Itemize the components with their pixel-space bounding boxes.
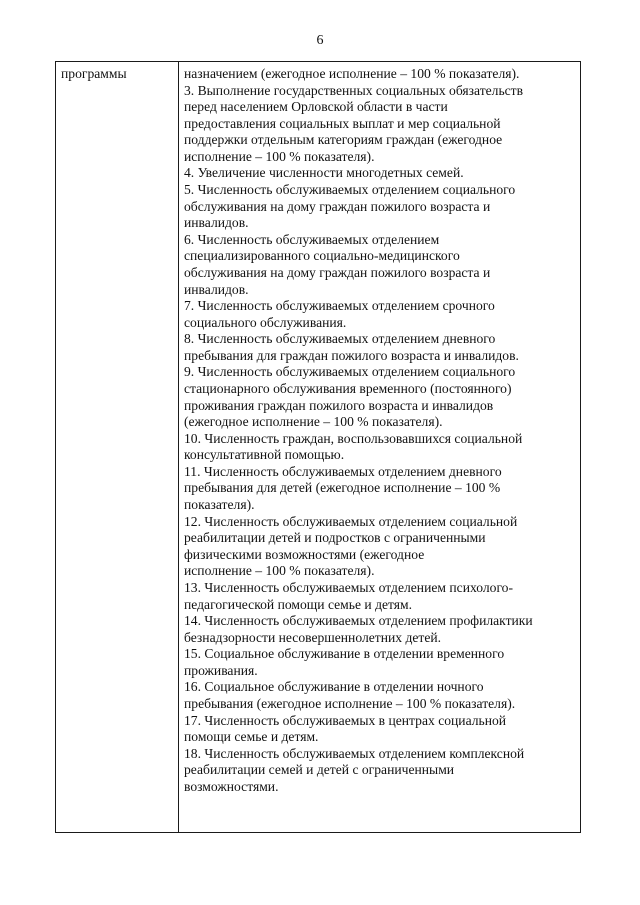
- text-line: 18. Численность обслуживаемых отделением комплексной: [184, 745, 525, 761]
- text-line: социального обслуживания.: [184, 314, 347, 330]
- text-line: безнадзорности несовершеннолетних детей.: [184, 629, 442, 645]
- text-line: проживания граждан пожилого возраста и инвалидов: [184, 397, 494, 413]
- right-cell-text: [184, 66, 576, 795]
- text-line: обслуживания на дому граждан пожилого возраста и: [184, 264, 491, 280]
- text-line: 13. Численность обслуживаемых отделением психолого-: [184, 579, 514, 595]
- text-line: 15. Социальное обслуживание в отделении временного: [184, 646, 505, 662]
- column-divider: [178, 62, 179, 832]
- text-line: проживания.: [184, 662, 258, 678]
- text-line: предоставления социальных выплат и мер социальной: [184, 115, 501, 131]
- text-line: педагогической помощи семье и детям.: [184, 596, 413, 612]
- text-line: показателя).: [184, 497, 255, 513]
- text-line: 14. Численность обслуживаемых отделением профилактики: [184, 613, 533, 629]
- text-line: инвалидов.: [184, 281, 249, 297]
- text-line: назначением (ежегодное исполнение – 100 % показателя).: [184, 66, 520, 81]
- text-line: перед населением Орловской области в части: [184, 99, 448, 115]
- text-line: 5. Численность обслуживаемых отделением социального: [184, 182, 516, 198]
- text-line: консультативной помощью.: [184, 447, 345, 463]
- text-line: пребывания для детей (ежегодное исполнение – 100 %: [184, 480, 501, 496]
- text-line: 10. Численность граждан, воспользовавшихся социальной: [184, 430, 523, 446]
- text-line: возможностями.: [184, 778, 279, 794]
- text-line: 8. Численность обслуживаемых отделением дневного: [184, 331, 496, 347]
- text-line: специализированного социально-медицинского: [184, 248, 460, 264]
- text-line: обслуживания на дому граждан пожилого возраста и: [184, 198, 491, 214]
- text-line: стационарного обслуживания временного (постоянного): [184, 380, 512, 396]
- text-line: помощи семье и детям.: [184, 729, 319, 745]
- text-line: 16. Социальное обслуживание в отделении ночного: [184, 679, 484, 695]
- left-cell-label: программы: [61, 66, 127, 81]
- text-line: пребывания (ежегодное исполнение – 100 % показателя).: [184, 695, 516, 711]
- text-line: пребывания для граждан пожилого возраста и инвалидов.: [184, 347, 519, 363]
- text-line: (ежегодное исполнение – 100 % показателя).: [184, 414, 443, 430]
- text-line: реабилитации семей и детей с ограниченными: [184, 762, 455, 778]
- program-table: [55, 61, 581, 833]
- text-line: 6. Численность обслуживаемых отделением: [184, 231, 440, 247]
- text-line: 4. Увеличение численности многодетных семей.: [184, 165, 464, 181]
- text-line: 12. Численность обслуживаемых отделением социальной: [184, 513, 518, 529]
- text-line: 11. Численность обслуживаемых отделением дневного: [184, 463, 502, 479]
- text-line: исполнение – 100 % показателя).: [184, 563, 375, 579]
- text-line: 9. Численность обслуживаемых отделением социального: [184, 364, 516, 380]
- text-line: исполнение – 100 % показателя).: [184, 148, 375, 164]
- text-line: 7. Численность обслуживаемых отделением срочного: [184, 298, 495, 314]
- text-line: реабилитации детей и подростков с ограниченными: [184, 530, 486, 546]
- text-line: поддержки отдельным категориям граждан (ежегодное: [184, 132, 503, 148]
- text-line: 17. Численность обслуживаемых в центрах социальной: [184, 712, 507, 728]
- page-number: 6: [316, 33, 324, 48]
- text-line: 3. Выполнение государственных социальных обязательств: [184, 82, 524, 98]
- text-line: инвалидов.: [184, 215, 249, 231]
- text-line: физическими возможностями (ежегодное: [184, 546, 425, 562]
